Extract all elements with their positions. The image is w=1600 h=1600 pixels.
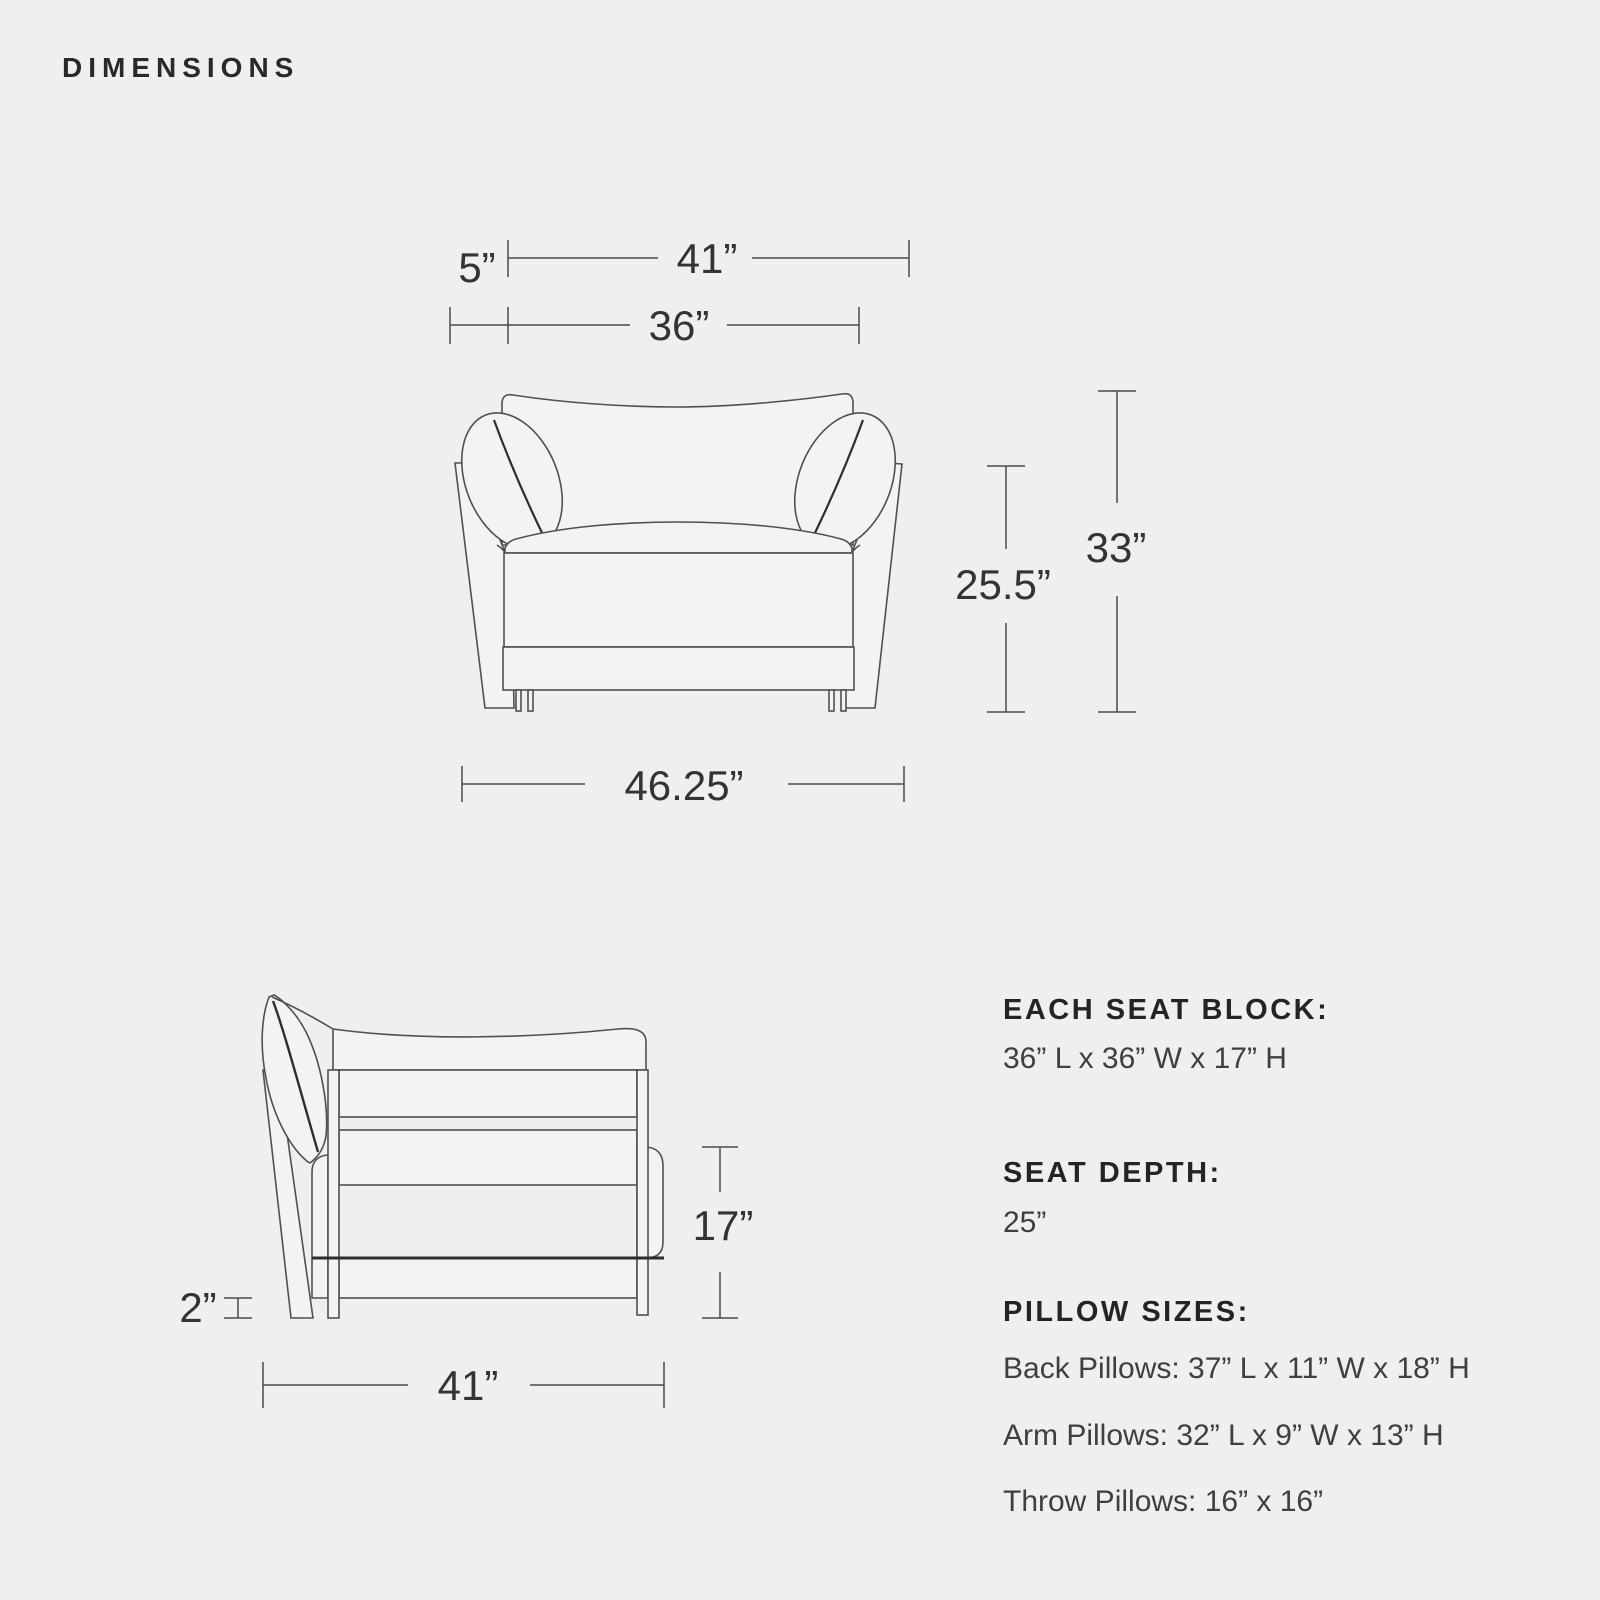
side-front-post xyxy=(637,1070,648,1315)
dim-label-arm-width: 5” xyxy=(458,244,496,291)
dim-label-overall-height: 33” xyxy=(1085,524,1147,571)
dim-label-overall-width: 46.25” xyxy=(624,762,744,809)
side-cushion-top xyxy=(333,1029,646,1070)
spec-value-back-pillows: Back Pillows: 37” L x 11” W x 18” H xyxy=(1003,1352,1470,1385)
spec-heading-seat-block: EACH SEAT BLOCK: xyxy=(1003,994,1330,1026)
dim-label-seat-block-height: 17” xyxy=(692,1202,754,1249)
spec-value-throw-pillows: Throw Pillows: 16” x 16” xyxy=(1003,1485,1324,1518)
spec-value-seat-depth: 25” xyxy=(1003,1206,1047,1239)
side-arm-rear-edge xyxy=(312,1155,328,1298)
dim-label-seat-width: 36” xyxy=(648,302,710,349)
dim-label-seat-height: 25.5” xyxy=(955,561,1051,608)
front-leg xyxy=(829,690,834,711)
side-mid-bar xyxy=(339,1130,637,1185)
dim-label-depth: 41” xyxy=(437,1362,499,1409)
front-seat-box xyxy=(504,553,853,647)
front-leg xyxy=(516,690,521,711)
side-base-bar xyxy=(339,1258,637,1298)
spec-value-arm-pillows: Arm Pillows: 32” L x 9” W x 13” H xyxy=(1003,1419,1444,1452)
side-rear-post xyxy=(328,1070,339,1318)
front-view-drawing xyxy=(443,394,914,711)
side-top-bar xyxy=(339,1070,637,1117)
front-leg xyxy=(528,690,533,711)
spec-value-seat-block: 36” L x 36” W x 17” H xyxy=(1003,1042,1287,1075)
spec-heading-pillow-sizes: PILLOW SIZES: xyxy=(1003,1296,1250,1328)
side-view-drawing xyxy=(262,995,664,1318)
dim-label-leg-height: 2” xyxy=(179,1284,217,1331)
page-title: DIMENSIONS xyxy=(62,52,300,83)
dim-label-overall-width-top: 41” xyxy=(676,235,738,282)
front-base-skirt xyxy=(503,647,854,690)
spec-heading-seat-depth: SEAT DEPTH: xyxy=(1003,1157,1222,1189)
front-leg xyxy=(841,690,846,711)
